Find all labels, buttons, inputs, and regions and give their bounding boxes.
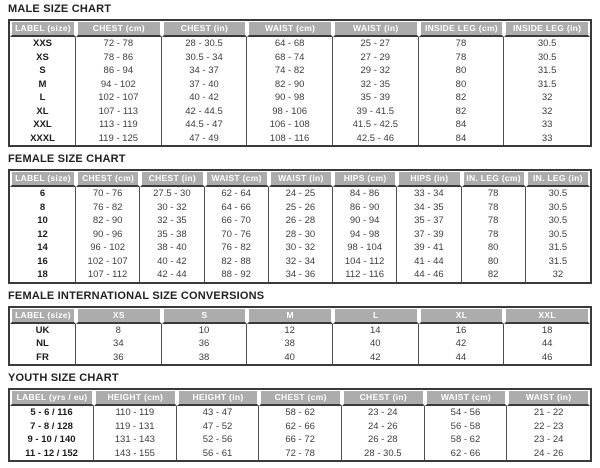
value-cell: 78 [462,228,526,242]
value-cell: 34 [76,337,162,351]
header-row [10,21,590,37]
value-cell: 34 - 37 [162,64,248,78]
column-header: HIPS (in) [397,171,461,187]
column-header: CHEST (in) [140,171,204,187]
row-label-cell: 5 - 6 / 116 [10,406,94,420]
table-row [10,105,590,119]
column-header: XS [76,308,162,324]
value-cell: 42 - 44 [140,268,204,282]
value-cell: 8 [76,324,162,338]
table-row [10,64,590,78]
value-cell: 90 - 98 [247,91,333,105]
value-cell: 113 - 119 [76,118,162,132]
table-row [10,268,590,282]
table-row [10,78,590,92]
value-cell: 37 - 40 [162,78,248,92]
value-cell: 32 [541,92,553,103]
value-cell: 40 - 42 [162,91,248,105]
value-cell: 31.5 [537,65,557,76]
column-header: XL [419,308,505,324]
value-cell: 76 - 82 [76,201,140,215]
column-header: HIPS (cm) [333,171,397,187]
value-cell: 74 - 82 [247,64,333,78]
value-cell: 31.5 [548,255,568,267]
value-cell: 12 [247,324,333,338]
value-cell: 32 [552,269,564,280]
value-cell: 58 - 62 [425,433,508,447]
value-cell: 30.5 [548,228,568,240]
value-cell: 82 - 88 [205,255,269,269]
row-label-cell: L [10,91,76,105]
value-cell: 47 - 52 [177,420,260,434]
value-cell: 32 - 35 [333,78,419,92]
value-cell: 72 - 78 [76,37,162,51]
value-cell: 44 [419,351,505,365]
value-cell: 72 - 78 [259,447,342,461]
column-header: LABEL (size) [10,171,76,187]
value-cell: 102 - 107 [76,255,140,269]
value-cell: 42 [333,351,419,365]
value-cell: 34 - 36 [269,268,333,282]
value-cell: 28 - 30.5 [162,37,248,51]
column-header: CHEST (cm) [76,21,162,37]
value-cell: 36 [162,337,248,351]
value-cell: 107 - 113 [76,105,162,119]
table-row [10,201,590,215]
value-cell: 24 - 26 [533,447,564,459]
value-cell: 108 - 116 [247,132,333,146]
value-cell: 119 - 131 [94,420,177,434]
row-label-cell: NL [10,337,76,351]
value-cell: 68 - 74 [247,51,333,65]
row-label-cell: XS [10,51,76,65]
table-row [10,447,590,461]
value-cell: 23 - 24 [342,406,425,420]
value-cell: 35 - 38 [140,228,204,242]
value-cell: 119 - 125 [76,132,162,146]
value-cell: 30.5 [548,201,568,213]
value-cell: 42 [419,337,505,351]
value-cell: 96 - 102 [76,241,140,255]
header-row [10,390,590,406]
value-cell: 26 - 28 [342,433,425,447]
value-cell: 30.5 [548,215,568,226]
value-cell: 30.5 [537,38,557,49]
value-cell: 82 - 90 [76,214,140,228]
value-cell: 80 [462,255,526,269]
column-header: CHEST (in) [342,390,425,406]
row-label-cell: XXS [10,37,76,51]
row-label-cell: S [10,64,76,78]
section-title: FEMALE INTERNATIONAL SIZE CONVERSIONS [8,289,265,302]
value-cell: 24 - 25 [269,187,333,201]
value-cell: 33 [541,119,553,130]
table-row [10,420,590,434]
row-label-cell: UK [10,324,76,338]
column-header: CHEST (cm) [259,390,342,406]
row-label-cell: 14 [10,241,76,255]
value-cell: 56 - 61 [177,447,260,461]
column-header: WAIST (in) [333,21,419,37]
size-charts-page [8,3,592,462]
value-cell: 84 [419,132,505,146]
value-cell: 143 - 155 [94,447,177,461]
column-header: S [162,308,248,324]
value-cell: 78 [462,201,526,215]
value-cell: 16 [419,324,505,338]
value-cell: 32 [541,105,553,117]
section-title: MALE SIZE CHART [8,3,112,15]
column-header: LABEL (size) [10,308,76,324]
row-label-cell: 18 [10,268,76,282]
value-cell: 26 - 28 [269,214,333,228]
row-label-cell: 11 - 12 / 152 [10,447,94,461]
value-cell: 33 [541,132,553,144]
value-cell: 62 - 66 [259,420,342,434]
column-header: XXL [504,308,590,324]
value-cell: 31.5 [548,242,568,253]
value-cell: 131 - 143 [94,433,177,447]
column-header: HEIGHT (cm) [94,390,177,406]
column-header: LABEL (yrs / eu) [10,390,94,406]
size-chart-section [8,372,592,462]
column-header: WAIST (cm) [247,21,333,37]
table-row [10,406,590,420]
value-cell: 62 - 64 [205,187,269,201]
table-row [10,118,590,132]
value-cell: 44 - 46 [397,268,461,282]
value-cell: 25 - 27 [333,37,419,51]
value-cell: 10 [162,324,248,338]
value-cell: 27 - 29 [333,51,419,65]
row-label-cell: XXL [10,118,76,132]
value-cell: 35 - 39 [333,91,419,105]
table-row [10,214,590,228]
value-cell: 38 [162,351,248,365]
value-cell: 34 - 35 [397,201,461,215]
value-cell: 80 [419,64,505,78]
value-cell: 36 [76,351,162,365]
value-cell: 41.5 - 42.5 [333,118,419,132]
row-label-cell: M [10,78,76,92]
column-header: CHEST (in) [162,21,248,37]
value-cell: 86 - 94 [76,64,162,78]
value-cell: 90 - 94 [333,214,397,228]
value-cell: 78 [462,187,526,201]
row-label-cell: XXXL [10,132,76,146]
value-cell: 22 - 23 [533,420,564,432]
value-cell: 94 - 98 [333,228,397,242]
row-label-cell: 9 - 10 / 140 [10,433,94,447]
row-label-cell: FR [10,351,76,365]
table-row [10,324,590,338]
value-cell: 27.5 - 30 [140,187,204,201]
value-cell: 78 [419,37,505,51]
value-cell: 107 - 112 [76,268,140,282]
size-table [8,388,592,462]
size-chart-section [8,3,592,147]
table-row [10,91,590,105]
column-header: HEIGHT (in) [177,390,260,406]
column-header: M [247,308,333,324]
table-row [10,351,590,365]
table-row [10,433,590,447]
value-cell: 66 - 70 [205,214,269,228]
column-header: CHEST (cm) [76,171,140,187]
column-header: INSIDE LEG (in) [504,21,590,37]
column-header: WAIST (cm) [205,171,269,187]
value-cell: 82 - 90 [247,78,333,92]
column-header: L [333,308,419,324]
value-cell: 56 - 58 [425,420,508,434]
value-cell: 30 - 32 [140,201,204,215]
size-table [8,19,592,147]
table-row [10,228,590,242]
table-row [10,337,590,351]
value-cell: 78 [462,214,526,228]
value-cell: 64 - 66 [205,201,269,215]
value-cell: 52 - 56 [177,433,260,447]
value-cell: 39 - 41.5 [333,105,419,119]
value-cell: 62 - 66 [425,447,508,461]
value-cell: 30 - 32 [269,241,333,255]
row-label-cell: 6 [10,187,76,201]
table-row [10,51,590,65]
row-label-cell: 7 - 8 / 128 [10,420,94,434]
value-cell: 31.5 [537,78,557,90]
header-row [10,308,590,324]
value-cell: 39 - 41 [397,241,461,255]
value-cell: 25 - 26 [269,201,333,215]
value-cell: 40 [247,351,333,365]
size-table [8,169,592,284]
value-cell: 102 - 107 [76,91,162,105]
value-cell: 70 - 76 [76,187,140,201]
value-cell: 44 [541,338,553,349]
column-header: INSIDE LEG (cm) [419,21,505,37]
value-cell: 37 - 39 [397,228,461,242]
value-cell: 28 - 30.5 [342,447,425,461]
column-header: IN. LEG (cm) [462,171,526,187]
table-row [10,187,590,201]
value-cell: 94 - 102 [76,78,162,92]
table-row [10,132,590,146]
value-cell: 14 [333,324,419,338]
section-title: YOUTH SIZE CHART [8,372,119,384]
value-cell: 82 [419,105,505,119]
value-cell: 78 - 86 [76,51,162,65]
size-chart-section [8,290,592,367]
row-label-cell: 12 [10,228,76,242]
value-cell: 84 - 86 [333,187,397,201]
value-cell: 47 - 49 [162,132,248,146]
value-cell: 42.5 - 46 [333,132,419,146]
value-cell: 76 - 82 [205,241,269,255]
value-cell: 32 - 35 [140,214,204,228]
size-table [8,306,592,367]
value-cell: 90 - 96 [76,228,140,242]
value-cell: 88 - 92 [205,268,269,282]
value-cell: 38 - 40 [140,241,204,255]
value-cell: 24 - 26 [342,420,425,434]
section-title: FEMALE SIZE CHART [8,153,126,165]
value-cell: 32 - 34 [269,255,333,269]
value-cell: 18 [541,324,553,336]
value-cell: 80 [462,241,526,255]
column-header: WAIST (cm) [425,390,508,406]
value-cell: 23 - 24 [533,434,564,445]
value-cell: 66 - 72 [259,433,342,447]
table-row [10,241,590,255]
row-label-cell: 16 [10,255,76,269]
value-cell: 98 - 104 [333,241,397,255]
value-cell: 43 - 47 [177,406,260,420]
value-cell: 29 - 32 [333,64,419,78]
row-label-cell: XL [10,105,76,119]
value-cell: 30.5 [537,51,557,63]
column-header: IN. LEG (in) [526,171,590,187]
value-cell: 44.5 - 47 [162,118,248,132]
value-cell: 21 - 22 [533,407,564,418]
row-label-cell: 10 [10,214,76,228]
value-cell: 110 - 119 [94,406,177,420]
value-cell: 46 [541,351,553,363]
value-cell: 98 - 106 [247,105,333,119]
value-cell: 42 - 44.5 [162,105,248,119]
value-cell: 112 - 116 [333,268,397,282]
value-cell: 54 - 56 [425,406,508,420]
value-cell: 104 - 112 [333,255,397,269]
value-cell: 40 - 42 [140,255,204,269]
value-cell: 35 - 37 [397,214,461,228]
value-cell: 30.5 - 34 [162,51,248,65]
value-cell: 30.5 [548,188,568,199]
value-cell: 86 - 90 [333,201,397,215]
size-chart-section [8,153,592,284]
value-cell: 64 - 68 [247,37,333,51]
column-header: LABEL (size) [10,21,76,37]
value-cell: 82 [462,268,526,282]
value-cell: 33 - 34 [397,187,461,201]
value-cell: 80 [419,78,505,92]
row-label-cell: 8 [10,201,76,215]
value-cell: 41 - 44 [397,255,461,269]
value-cell: 84 [419,118,505,132]
header-row [10,171,590,187]
value-cell: 70 - 76 [205,228,269,242]
table-row [10,37,590,51]
column-header: WAIST (in) [269,171,333,187]
value-cell: 40 [333,337,419,351]
value-cell: 38 [247,337,333,351]
value-cell: 106 - 108 [247,118,333,132]
value-cell: 82 [419,91,505,105]
column-header: WAIST (in) [507,390,590,406]
value-cell: 28 - 30 [269,228,333,242]
value-cell: 58 - 62 [259,406,342,420]
value-cell: 78 [419,51,505,65]
table-row [10,255,590,269]
